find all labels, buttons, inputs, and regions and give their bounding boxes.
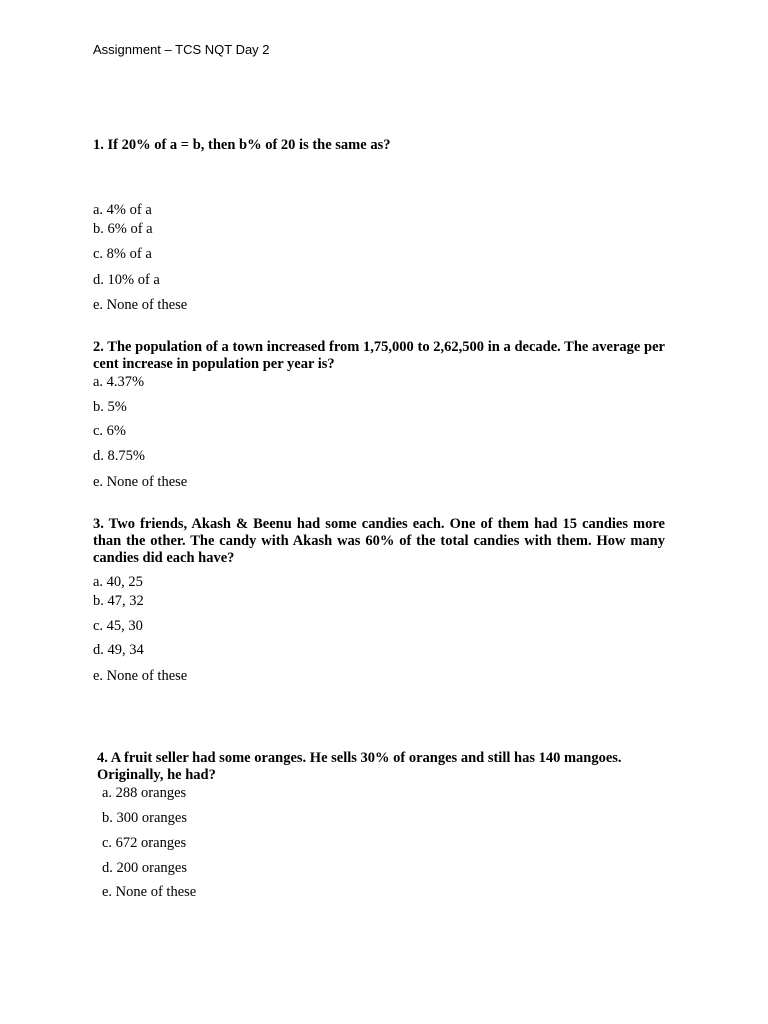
question-1-option-e: e. None of these [93, 297, 188, 313]
question-2-option-a: a. 4.37% [93, 374, 145, 390]
question-4-option-a: a. 288 oranges [102, 785, 187, 801]
question-4-option-d: d. 200 oranges [102, 860, 187, 876]
question-3-option-b: b. 47, 32 [93, 593, 144, 609]
question-1-text: 1. If 20% of a = b, then b% of 20 is the same as? [93, 137, 391, 153]
question-1-option-c: c. 8% of a [93, 246, 152, 262]
question-4-option-e: e. None of these [102, 884, 197, 900]
question-3-option-c: c. 45, 30 [93, 618, 143, 634]
question-2-text: 2. The population of a town increased from 1,75,000 to 2,62,500 in a decade. The average per cent increase in population per year is? [93, 339, 665, 372]
question-3-option-a: a. 40, 25 [93, 574, 143, 590]
question-2-option-e: e. None of these [93, 474, 188, 490]
question-2-option-d: d. 8.75% [93, 448, 145, 464]
question-2-option-c: c. 6% [93, 423, 127, 439]
question-4-text: 4. A fruit seller had some oranges. He sells 30% of oranges and still has 140 mangoes. Originally, he had? [97, 750, 622, 783]
question-2-option-b: b. 5% [93, 399, 127, 415]
question-4-option-b: b. 300 oranges [102, 810, 187, 826]
question-4-option-c: c. 672 oranges [102, 835, 187, 851]
question-1-option-b: b. 6% of a [93, 221, 153, 237]
question-3-text: 3. Two friends, Akash & Beenu had some candies each. One of them had 15 candies more than the other. The candy with Akash was 60% of the total candies with them. How many candies did each have? [93, 516, 665, 566]
question-1-option-a: a. 4% of a [93, 202, 152, 218]
document-header: Assignment – TCS NQT Day 2 [93, 42, 270, 57]
question-3-option-e: e. None of these [93, 668, 188, 684]
question-1-option-d: d. 10% of a [93, 272, 160, 288]
question-3-option-d: d. 49, 34 [93, 642, 144, 658]
